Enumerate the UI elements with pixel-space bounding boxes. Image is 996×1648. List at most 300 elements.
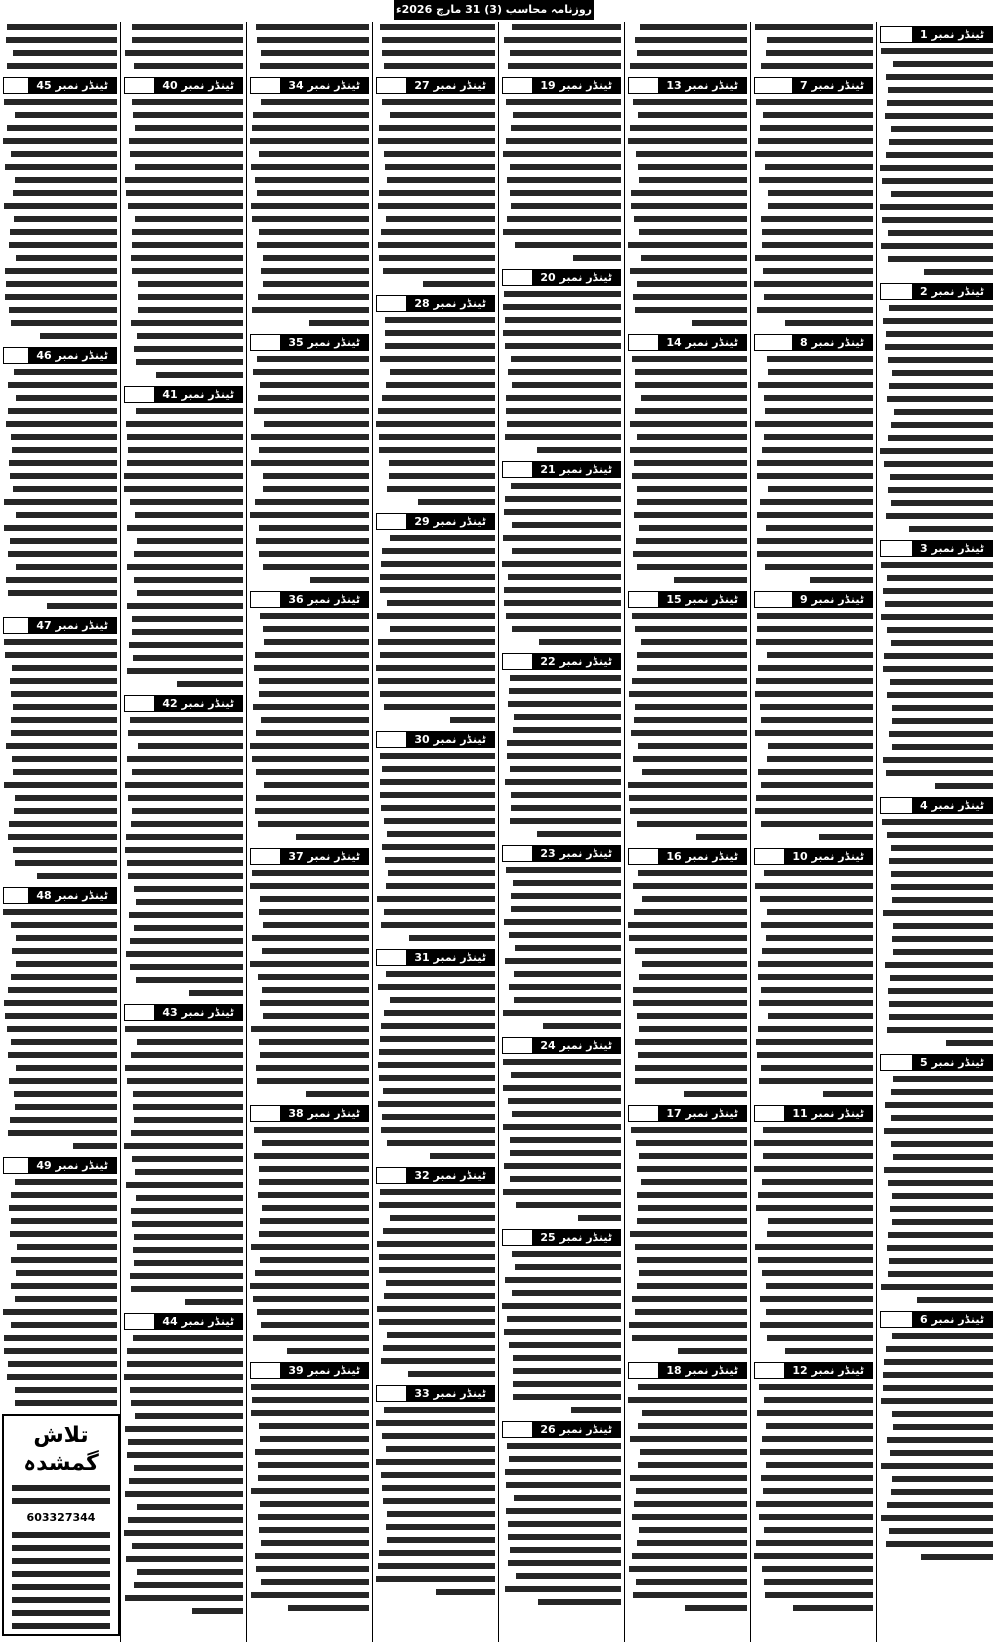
- text-line: [502, 1368, 621, 1378]
- text-line: [376, 1459, 495, 1469]
- text-line: [628, 564, 747, 574]
- text-line: [628, 24, 747, 34]
- text-line: [376, 1127, 495, 1137]
- text-line: [3, 1387, 117, 1397]
- text-line: [754, 1322, 873, 1332]
- text-line: [376, 1589, 495, 1599]
- text-line: [124, 408, 243, 418]
- text-line: [502, 1482, 621, 1492]
- text-line: [376, 1010, 495, 1020]
- text-line: [250, 1449, 369, 1459]
- text-line: [754, 1231, 873, 1241]
- article-column: [246, 22, 372, 1642]
- text-line: [124, 216, 243, 226]
- text-line: [376, 125, 495, 135]
- text-line: [124, 1556, 243, 1566]
- text-line: [3, 691, 117, 701]
- text-line: [250, 834, 369, 844]
- text-line: [376, 753, 495, 763]
- text-line: [376, 1446, 495, 1456]
- text-line: [124, 112, 243, 122]
- text-line: [250, 1205, 369, 1215]
- text-line: [124, 151, 243, 161]
- text-line: [3, 678, 117, 688]
- text-line: [124, 938, 243, 948]
- text-line: [376, 1228, 495, 1238]
- text-line: [3, 1065, 117, 1075]
- text-line: [628, 99, 747, 109]
- text-line: [628, 1140, 747, 1150]
- text-line: [754, 242, 873, 252]
- text-line: [376, 447, 495, 457]
- text-line: [124, 24, 243, 34]
- text-line: [124, 229, 243, 239]
- text-line: [880, 757, 993, 767]
- text-line: [754, 369, 873, 379]
- tender-header: [880, 283, 993, 300]
- text-line: [880, 1076, 993, 1086]
- text-line: [124, 359, 243, 369]
- tender-header: [880, 1054, 993, 1071]
- text-line: [3, 395, 117, 405]
- text-line: [3, 1143, 117, 1153]
- text-line: [124, 1091, 243, 1101]
- text-line: [250, 743, 369, 753]
- text-line: [754, 730, 873, 740]
- text-line: [376, 1293, 495, 1303]
- text-line: [880, 191, 993, 201]
- text-line: [250, 216, 369, 226]
- text-line: [754, 37, 873, 47]
- text-line: [502, 867, 621, 877]
- text-line: [880, 48, 993, 58]
- text-line: [754, 1462, 873, 1472]
- text-line: [250, 1192, 369, 1202]
- text-line: [754, 382, 873, 392]
- text-line: [880, 1271, 993, 1281]
- text-line: [250, 1140, 369, 1150]
- text-line: [754, 538, 873, 548]
- text-line: [880, 910, 993, 920]
- text-line: [3, 1117, 117, 1127]
- text-line: [376, 1049, 495, 1059]
- text-line: [376, 1371, 495, 1381]
- text-line: [124, 1221, 243, 1231]
- text-line: [502, 1189, 621, 1199]
- text-line: [124, 333, 243, 343]
- text-line: [628, 190, 747, 200]
- text-line: [880, 871, 993, 881]
- tender-header: [628, 591, 747, 608]
- tender-number-tag: ٹینڈر نمبر 20: [532, 270, 620, 285]
- text-line: [754, 909, 873, 919]
- text-line: [376, 779, 495, 789]
- tender-header: [250, 334, 369, 351]
- tender-number-tag: ٹینڈر نمبر 28: [406, 296, 494, 311]
- text-line: [3, 525, 117, 535]
- text-line: [502, 203, 621, 213]
- text-line: [124, 99, 243, 109]
- text-line: [880, 1424, 993, 1434]
- text-line: [502, 1202, 621, 1212]
- text-line: [250, 1091, 369, 1101]
- text-line: [502, 1586, 621, 1596]
- text-line: [376, 984, 495, 994]
- text-line: [880, 1463, 993, 1473]
- text-line: [880, 1193, 993, 1203]
- text-line: [250, 434, 369, 444]
- text-line: [502, 714, 621, 724]
- text-line: [628, 499, 747, 509]
- text-line: [880, 884, 993, 894]
- text-line: [124, 37, 243, 47]
- tender-number-tag: ٹینڈر نمبر 11: [784, 1106, 872, 1121]
- text-line: [754, 1449, 873, 1459]
- text-line: [376, 1062, 495, 1072]
- text-line: [880, 1040, 993, 1050]
- text-line: [250, 808, 369, 818]
- text-line: [754, 421, 873, 431]
- text-line: [880, 461, 993, 471]
- notice-title: تلاش گمشدہ: [23, 1423, 99, 1476]
- text-line: [124, 795, 243, 805]
- text-line: [754, 795, 873, 805]
- tender-header: [628, 1105, 747, 1122]
- text-line: [880, 1089, 993, 1099]
- text-line: [250, 499, 369, 509]
- text-line: [502, 919, 621, 929]
- tender-number-tag: ٹینڈر نمبر 8: [792, 335, 872, 350]
- text-line: [754, 1244, 873, 1254]
- text-line: [502, 1098, 621, 1108]
- text-line: [3, 460, 117, 470]
- text-line: [376, 1075, 495, 1085]
- text-line: [124, 1595, 243, 1605]
- text-line: [124, 860, 243, 870]
- text-line: [3, 37, 117, 47]
- text-line: [502, 1456, 621, 1466]
- tender-header: [376, 949, 495, 966]
- text-line: [754, 112, 873, 122]
- text-line: [754, 626, 873, 636]
- text-line: [3, 922, 117, 932]
- text-line: [376, 1202, 495, 1212]
- tender-header: [376, 1167, 495, 1184]
- text-line: [3, 50, 117, 60]
- text-line: [124, 268, 243, 278]
- text-line: [754, 1309, 873, 1319]
- text-line: [754, 1540, 873, 1550]
- text-line: [376, 857, 495, 867]
- text-line: [250, 50, 369, 60]
- text-line: [628, 268, 747, 278]
- text-line: [880, 1014, 993, 1024]
- text-line: [628, 1553, 747, 1563]
- text-line: [628, 782, 747, 792]
- text-line: [502, 1521, 621, 1531]
- text-line: [628, 1296, 747, 1306]
- text-line: [124, 1361, 243, 1371]
- text-line: [3, 1130, 117, 1140]
- text-line: [880, 305, 993, 315]
- text-line: [250, 408, 369, 418]
- text-line: [250, 678, 369, 688]
- tender-number-tag: ٹینڈر نمبر 30: [406, 732, 494, 747]
- tender-header: [124, 386, 243, 403]
- tender-number-tag: ٹینڈر نمبر 35: [280, 335, 368, 350]
- text-line: [880, 526, 993, 536]
- tender-number-tag: ٹینڈر نمبر 7: [792, 78, 872, 93]
- text-line: [754, 1026, 873, 1036]
- text-line: [376, 1088, 495, 1098]
- text-line: [250, 190, 369, 200]
- text-line: [628, 1052, 747, 1062]
- text-line: [124, 538, 243, 548]
- tender-header: [124, 1004, 243, 1021]
- text-line: [376, 229, 495, 239]
- text-line: [502, 1215, 621, 1225]
- text-line: [124, 1582, 243, 1592]
- text-line: [880, 949, 993, 959]
- text-line: [754, 190, 873, 200]
- text-line: [628, 665, 747, 675]
- text-line: [250, 307, 369, 317]
- text-line: [628, 164, 747, 174]
- text-line: [628, 870, 747, 880]
- text-line: [628, 896, 747, 906]
- text-line: [754, 613, 873, 623]
- text-line: [3, 1104, 117, 1114]
- tender-header: [124, 1313, 243, 1330]
- text-line: [124, 977, 243, 987]
- text-line: [3, 1026, 117, 1036]
- text-line: [754, 834, 873, 844]
- tender-header: [754, 848, 873, 865]
- tender-number-tag: ٹینڈر نمبر 36: [280, 592, 368, 607]
- text-line: [754, 408, 873, 418]
- text-line: [376, 574, 495, 584]
- text-line: [376, 600, 495, 610]
- text-line: [250, 473, 369, 483]
- text-line: [880, 318, 993, 328]
- text-line: [754, 639, 873, 649]
- text-line: [250, 99, 369, 109]
- tender-number-tag: ٹینڈر نمبر 13: [658, 78, 746, 93]
- text-line: [3, 125, 117, 135]
- tender-number-tag: ٹینڈر نمبر 29: [406, 514, 494, 529]
- text-line: [880, 975, 993, 985]
- text-line: [3, 1013, 117, 1023]
- text-line: [3, 756, 117, 766]
- text-line: [880, 1258, 993, 1268]
- text-line: [502, 561, 621, 571]
- text-line: [250, 870, 369, 880]
- text-line: [880, 640, 993, 650]
- text-line: [880, 139, 993, 149]
- text-line: [754, 896, 873, 906]
- text-line: [376, 1550, 495, 1560]
- text-line: [250, 268, 369, 278]
- text-line: [250, 242, 369, 252]
- text-line: [502, 304, 621, 314]
- text-line: [250, 512, 369, 522]
- text-line: [628, 743, 747, 753]
- text-line: [124, 1195, 243, 1205]
- text-line: [124, 1273, 243, 1283]
- text-line: [628, 1179, 747, 1189]
- text-line: [250, 717, 369, 727]
- text-line: [754, 961, 873, 971]
- text-line: [754, 577, 873, 587]
- text-line: [124, 629, 243, 639]
- text-line: [628, 320, 747, 330]
- tender-header: [502, 653, 621, 670]
- text-line: [502, 548, 621, 558]
- text-line: [628, 883, 747, 893]
- text-line: [880, 653, 993, 663]
- text-line: [250, 486, 369, 496]
- text-line: [3, 665, 117, 675]
- text-line: [376, 24, 495, 34]
- tender-number-tag: ٹینڈر نمبر 43: [154, 1005, 242, 1020]
- text-line: [250, 935, 369, 945]
- text-line: [502, 447, 621, 457]
- text-line: [502, 343, 621, 353]
- text-line: [376, 1498, 495, 1508]
- text-line: [754, 1488, 873, 1498]
- tender-number-tag: ٹینڈر نمبر 42: [154, 696, 242, 711]
- text-line: [124, 717, 243, 727]
- tender-header: [628, 848, 747, 865]
- text-line: [502, 792, 621, 802]
- text-line: [754, 1052, 873, 1062]
- text-line: [880, 1411, 993, 1421]
- text-line: [3, 1361, 117, 1371]
- text-line: [880, 61, 993, 71]
- text-line: [3, 704, 117, 714]
- text-line: [250, 525, 369, 535]
- text-line: [628, 704, 747, 714]
- text-line: [502, 779, 621, 789]
- text-line: [502, 408, 621, 418]
- text-line: [754, 564, 873, 574]
- text-line: [628, 1384, 747, 1394]
- text-line: [250, 1423, 369, 1433]
- text-line: [502, 740, 621, 750]
- text-line: [124, 990, 243, 1000]
- tender-header: [502, 845, 621, 862]
- text-line: [124, 756, 243, 766]
- text-line: [376, 460, 495, 470]
- text-line: [3, 730, 117, 740]
- text-line: [754, 691, 873, 701]
- text-line: [376, 870, 495, 880]
- text-line: [376, 330, 495, 340]
- text-line: [250, 538, 369, 548]
- text-line: [124, 1286, 243, 1296]
- text-line: [250, 125, 369, 135]
- text-line: [250, 613, 369, 623]
- text-line: [502, 1059, 621, 1069]
- text-line: [880, 1297, 993, 1307]
- text-line: [754, 743, 873, 753]
- text-line: [250, 1462, 369, 1472]
- text-line: [3, 1257, 117, 1267]
- text-line: [3, 1374, 117, 1384]
- tender-number-tag: ٹینڈر نمبر 12: [784, 1363, 872, 1378]
- text-line: [502, 831, 621, 841]
- text-line: [502, 177, 621, 187]
- text-line: [628, 1566, 747, 1576]
- text-line: [754, 294, 873, 304]
- text-line: [754, 395, 873, 405]
- text-line: [754, 665, 873, 675]
- text-line: [880, 1206, 993, 1216]
- text-line: [3, 369, 117, 379]
- text-line: [124, 1208, 243, 1218]
- text-line: [502, 1085, 621, 1095]
- tender-number-tag: ٹینڈر نمبر 3: [912, 541, 992, 556]
- text-line: [628, 1410, 747, 1420]
- text-line: [628, 987, 747, 997]
- text-line: [754, 320, 873, 330]
- tender-header: [880, 797, 993, 814]
- text-line: [880, 448, 993, 458]
- text-line: [628, 652, 747, 662]
- text-line: [124, 1465, 243, 1475]
- text-line: [502, 805, 621, 815]
- text-line: [376, 1215, 495, 1225]
- text-line: [250, 1348, 369, 1358]
- text-line: [250, 229, 369, 239]
- text-line: [880, 1476, 993, 1486]
- text-line: [3, 782, 117, 792]
- text-line: [880, 1437, 993, 1447]
- text-line: [376, 883, 495, 893]
- text-line: [250, 564, 369, 574]
- text-line: [124, 138, 243, 148]
- tender-number-tag: ٹینڈر نمبر 25: [532, 1230, 620, 1245]
- text-line: [502, 369, 621, 379]
- text-line: [3, 320, 117, 330]
- text-line: [628, 112, 747, 122]
- text-line: [880, 256, 993, 266]
- text-line: [124, 1400, 243, 1410]
- text-line: [124, 447, 243, 457]
- text-line: [880, 152, 993, 162]
- text-line: [880, 500, 993, 510]
- text-line: [250, 1553, 369, 1563]
- text-line: [250, 151, 369, 161]
- tender-number-tag: ٹینڈر نمبر 27: [406, 78, 494, 93]
- text-line: [124, 668, 243, 678]
- text-line: [502, 626, 621, 636]
- text-line: [124, 203, 243, 213]
- tender-header: [502, 77, 621, 94]
- tender-number-tag: ٹینڈر نمبر 15: [658, 592, 746, 607]
- text-line: [250, 909, 369, 919]
- text-line: [376, 971, 495, 981]
- text-line: [124, 1374, 243, 1384]
- text-line: [3, 268, 117, 278]
- tender-number-tag: ٹینڈر نمبر 31: [406, 950, 494, 965]
- text-line: [628, 242, 747, 252]
- text-line: [376, 1140, 495, 1150]
- text-line: [3, 203, 117, 213]
- text-line: [502, 151, 621, 161]
- text-line: [754, 1257, 873, 1267]
- text-line: [628, 1039, 747, 1049]
